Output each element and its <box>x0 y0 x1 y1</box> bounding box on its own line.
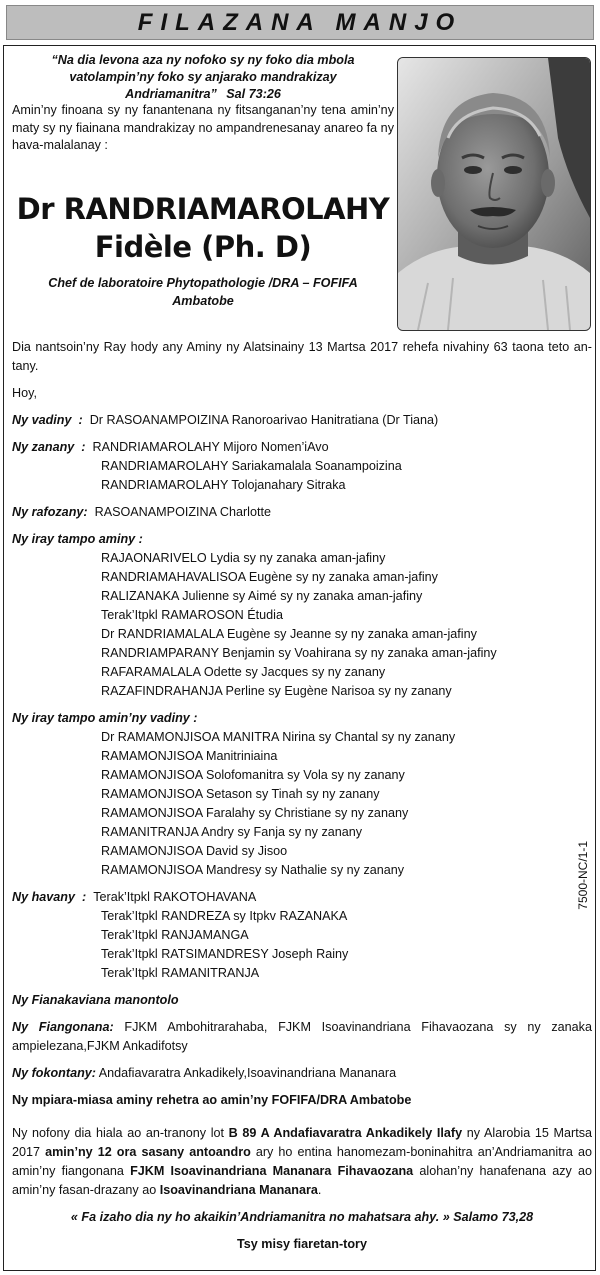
in-law-row <box>12 503 592 522</box>
list-item: Terak’Itpkl RAMANITRANJA <box>101 966 260 980</box>
list-item: Dr RAMAMONJISOA MANITRA Nirina sy Chantal sy ny zanany <box>101 730 456 744</box>
quote-reference: Sal 73:26 <box>226 87 281 101</box>
neighborhood-label: Ny fokontany: <box>12 1066 96 1080</box>
funeral-address: B 89 A Andafiavaratra Ankadikely Ilafy <box>228 1126 463 1140</box>
in-law-value: RASOANAMPOIZINA Charlotte <box>94 505 271 519</box>
siblings-section <box>12 530 592 701</box>
reference-code: 7500-NC/1-1 <box>576 841 590 910</box>
relatives-section <box>12 888 592 983</box>
deceased-title <box>12 274 394 310</box>
closing-line: Tsy misy fiaretan-tory <box>237 1237 367 1251</box>
list-item: Dr RANDRIAMALALA Eugène sy Jeanne sy ny zanaka aman-jafiny <box>101 627 477 641</box>
relatives-label: Ny havany : <box>12 890 94 904</box>
list-item: RAMAMONJISOA Mandresy sy Nathalie sy ny zanany <box>101 863 405 877</box>
whole-family-label: Ny Fianakaviana manontolo <box>12 993 179 1007</box>
list-item: RANDRIAMAROLAHY Sariakamalala Soanampoizina <box>101 459 402 473</box>
spouse-siblings-label: Ny iray tampo amin’ny vadiny : <box>12 711 198 725</box>
spouse-label: Ny vadiny : <box>12 413 90 427</box>
list-item: Terak’Itpkl RAMAROSON Étudia <box>101 608 283 622</box>
death-notice: Dia nantsoin’ny Ray hody any Aminy ny Alatsinainy 13 Martsa 2017 rehefa nivahiny 63 taona teto an-tany. <box>12 340 592 373</box>
closing-verse: « Fa izaho dia ny ho akaikin’Andriamanitra no mahatsara ahy. » Salamo 73,28 <box>70 1210 534 1224</box>
funeral-details <box>12 1124 592 1200</box>
funeral-text-3: ary ho entina hanomezam-boninahitra an’Andriamanitra ao amin’ny fiangonana <box>12 1145 592 1178</box>
announcement-frame <box>3 45 596 1271</box>
top-section <box>12 52 592 330</box>
list-item: RALIZANAKA Julienne sy Aimé sy ny zanaka aman-jafiny <box>101 589 423 603</box>
deceased-title-line-1: Chef de laboratoire Phytopathologie /DRA – FOFIFA <box>48 276 358 290</box>
list-item: Terak’Itpkl RAKOTOHAVANA <box>93 890 257 904</box>
announcement-header <box>6 5 594 40</box>
list-item: RANDRIAMAHAVALISOA Eugène sy ny zanaka aman-jafiny <box>101 570 438 584</box>
quote-line-3-text: Andriamanitra” <box>125 87 217 101</box>
list-item: RANDRIAMAROLAHY Mijoro Nomen’iAvo <box>92 440 329 454</box>
funeral-church: FJKM Isoavinandriana Mananara Fihavaozana <box>130 1164 414 1178</box>
bible-quote <box>12 52 394 103</box>
list-item: RAZAFINDRAHANJA Perline sy Eugène Narisoa sy ny zanany <box>101 684 452 698</box>
deceased-title-line-2: Ambatobe <box>172 294 234 308</box>
quote-line-1: “Na dia levona aza ny nofoko sy ny foko dia mbola <box>51 53 355 67</box>
quote-line-3 <box>12 86 394 103</box>
list-item: Terak’Itpkl RANJAMANGA <box>101 928 249 942</box>
deceased-name <box>12 190 394 266</box>
quote-line-2: vatolampin’ny foko sy anjarako mandrakizay <box>69 70 337 84</box>
funeral-text-5: . <box>317 1183 322 1197</box>
church-row <box>12 1018 592 1056</box>
funeral-time: amin’ny 12 ora sasany antoandro <box>45 1145 251 1159</box>
list-item: RAMAMONJISOA Setason sy Tinah sy ny zanany <box>101 787 380 801</box>
neighborhood-row <box>12 1064 592 1083</box>
church-value: FJKM Ambohitrarahaba, FJKM Isoavinandriana Fihavaozana sy ny zanaka ampielezana,FJKM Ankadifotsy <box>12 1020 592 1053</box>
funeral-text-1: Ny nofony dia hiala ao an-tranony lot <box>12 1126 229 1140</box>
children-section <box>12 438 592 495</box>
intro-text: Amin’ny finoana sy ny fanantenana ny fitsanganan’ny tena amin’ny maty sy ny fiainana mandrakizay no ampandrenesanay anareo fa ny hava-malalanay : <box>12 103 394 152</box>
spouse-row <box>12 411 592 430</box>
funeral-text-4: alohan’ny hanafenana azy ao amin’ny fasan-drazany ao <box>12 1164 592 1197</box>
list-item: RAMAMONJISOA Solofomanitra sy Vola sy ny zanany <box>101 768 405 782</box>
neighborhood-value: Andafiavaratra Ankadikely,Isoavinandriana Mananara <box>95 1066 397 1080</box>
siblings-label: Ny iray tampo aminy : <box>12 532 143 546</box>
list-item: RAMAMONJISOA Faralahy sy Christiane sy ny zanany <box>101 806 409 820</box>
deceased-name-line-1: Dr RANDRIAMAROLAHY <box>16 192 390 226</box>
announcement-content <box>12 52 592 1254</box>
portrait-photo <box>397 57 591 331</box>
deceased-name-line-2: Fidèle (Ph. D) <box>94 230 312 264</box>
spouse-siblings-section <box>12 709 592 880</box>
list-item: RAMAMONJISOA Manitriniaina <box>101 749 278 763</box>
list-item: RAMANITRANJA Andry sy Fanja sy ny zanany <box>101 825 363 839</box>
funeral-burial-place: Isoavinandriana Mananara <box>159 1183 318 1197</box>
portrait-photo-image <box>398 58 590 330</box>
list-item: RAMAMONJISOA David sy Jisoo <box>101 844 288 858</box>
list-item: RAJAONARIVELO Lydia sy ny zanaka aman-jafiny <box>101 551 386 565</box>
colleagues-line: Ny mpiara-miasa aminy rehetra ao amin’ny FOFIFA/DRA Ambatobe <box>12 1093 412 1107</box>
church-label: Ny Fiangonana: <box>12 1020 114 1034</box>
children-label: Ny zanany : <box>12 440 93 454</box>
funeral-text-2: ny Alarobia 15 Martsa 2017 <box>12 1126 592 1159</box>
header-title: FILAZANA MANJO <box>137 9 463 36</box>
list-item: RAFARAMALALA Odette sy Jacques sy ny zanany <box>101 665 386 679</box>
in-law-label: Ny rafozany: <box>12 505 95 519</box>
list-item: Terak’Itpkl RANDREZA sy Itpkv RAZANAKA <box>101 909 348 923</box>
spouse-value: Dr RASOANAMPOIZINA Ranoroarivao Hanitratiana (Dr Tiana) <box>89 413 439 427</box>
greeting: Hoy, <box>12 386 37 400</box>
list-item: RANDRIAMPARANY Benjamin sy Voahirana sy ny zanaka aman-jafiny <box>101 646 497 660</box>
list-item: RANDRIAMAROLAHY Tolojanahary Sitraka <box>101 478 346 492</box>
list-item: Terak’Itpkl RATSIMANDRESY Joseph Rainy <box>101 947 349 961</box>
